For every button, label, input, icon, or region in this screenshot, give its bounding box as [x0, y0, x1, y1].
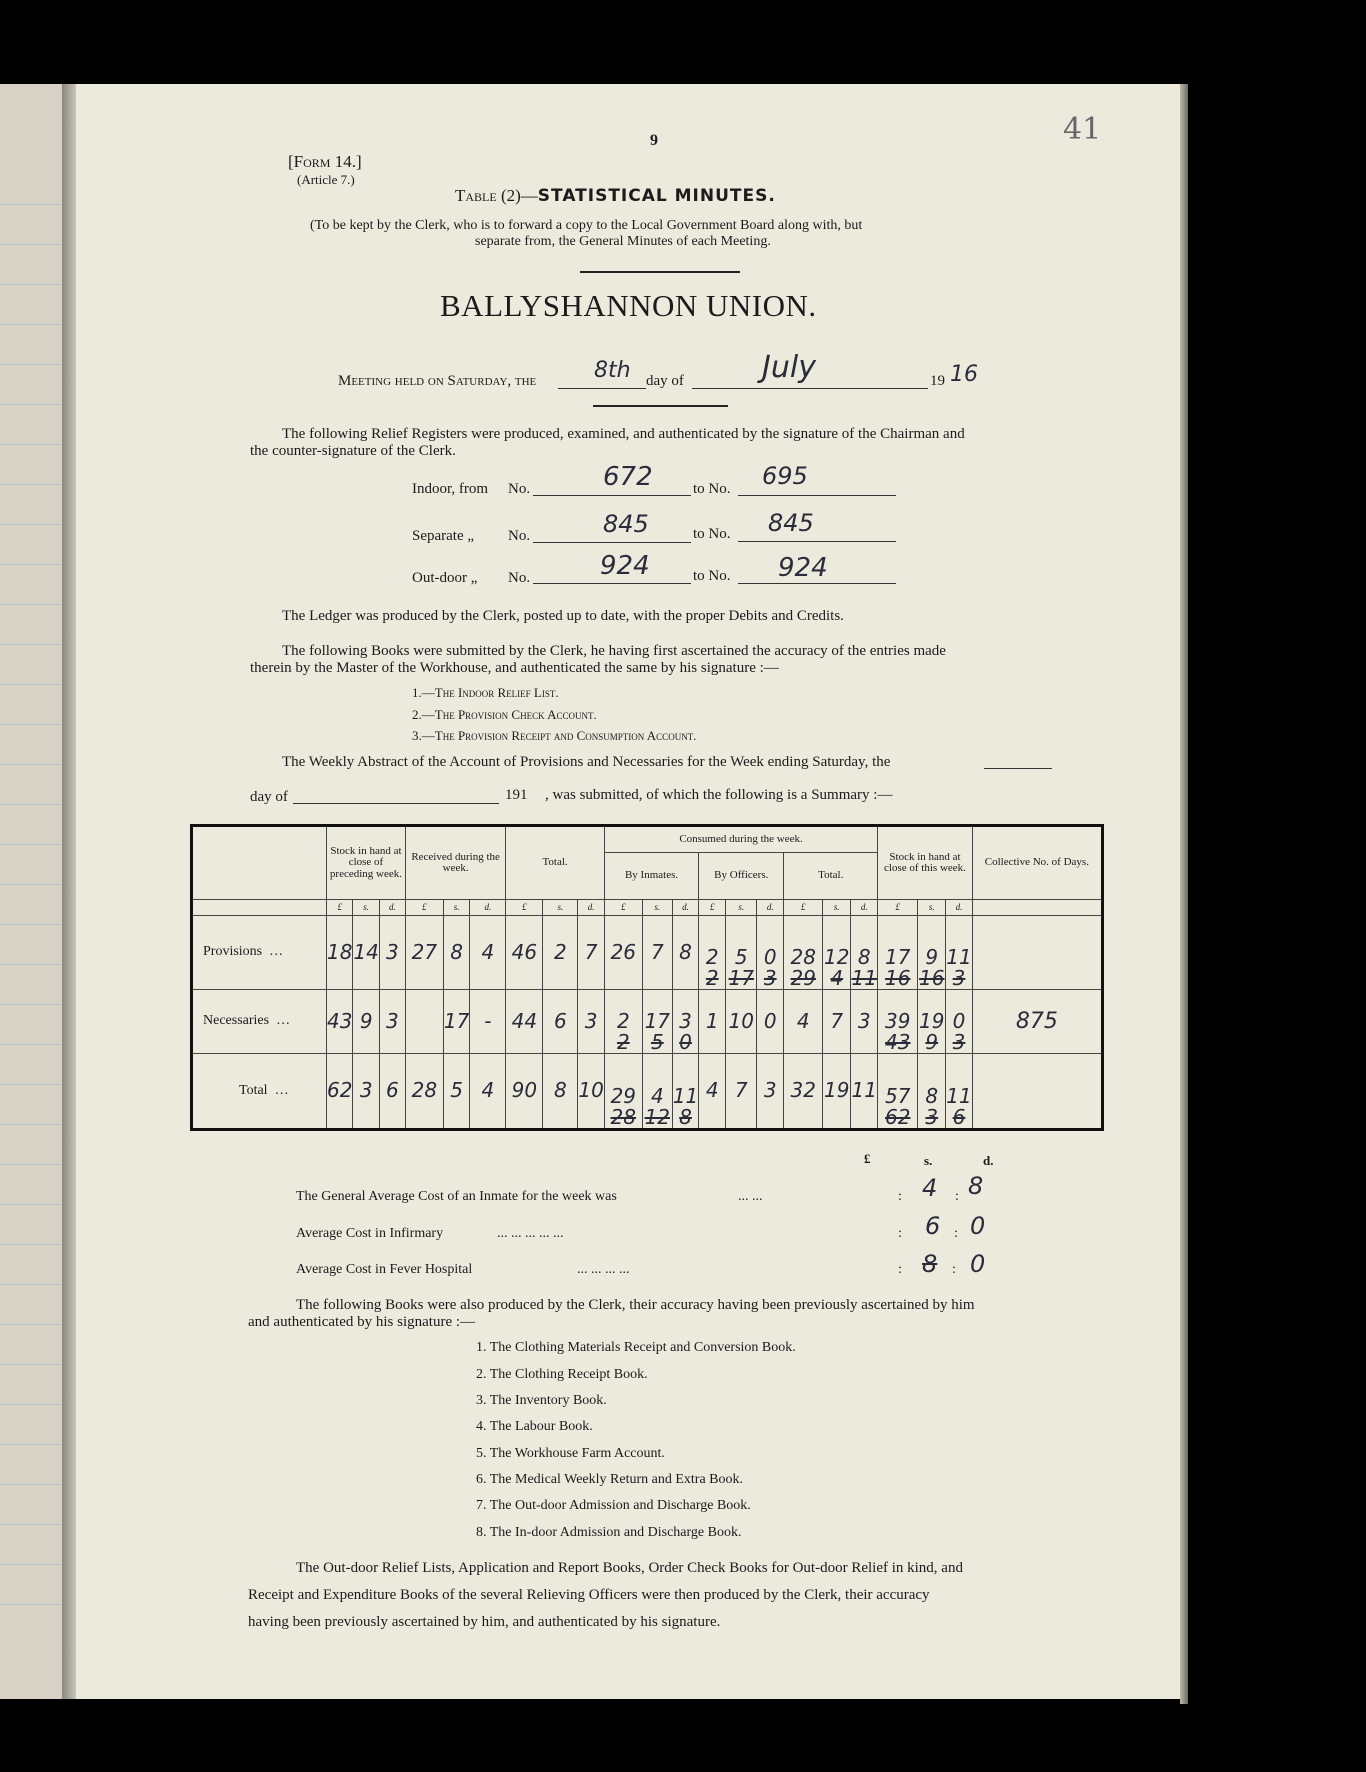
cell-corrected: 11 6 — [946, 1053, 972, 1129]
money-header: £ — [506, 900, 543, 915]
avg-currency-pence: d. — [983, 1153, 994, 1168]
registers-intro-2: the counter-signature of the Clerk. — [250, 443, 456, 459]
row-label: Total … — [192, 1053, 327, 1129]
cell-corrected: 8 11 — [851, 915, 878, 989]
avg-infirmary-sep2: : — [954, 1226, 958, 1241]
cell: 27 — [405, 915, 443, 989]
meeting-day-of: day of — [646, 373, 684, 389]
row-label: Provisions … — [192, 915, 327, 989]
cell-corrected: 2 2 — [699, 915, 726, 989]
table-row-necessaries — [192, 989, 1103, 1053]
money-header: d. — [851, 900, 878, 915]
cell-corrected: 28 29 — [784, 915, 823, 989]
register-outdoor-label: Out-door „ — [412, 570, 478, 586]
avg-fever-sep2: : — [952, 1262, 956, 1277]
cell: 8 — [543, 1053, 578, 1129]
also-item-8: 8. The In-door Admission and Discharge Book. — [476, 1525, 742, 1540]
cell-corrected: 17 5 — [642, 989, 672, 1053]
weekly-abstract-suffix: , was submitted, of which the following is a Summary :— — [545, 787, 893, 803]
cell: 3 — [379, 915, 405, 989]
avg-infirmary-shillings: 6 — [925, 1212, 941, 1240]
money-blank — [972, 900, 1102, 915]
cell: 17 — [443, 989, 469, 1053]
cell: 3 — [851, 989, 878, 1053]
form-article: (Article 7.) — [297, 172, 355, 187]
weekly-abstract-1: The Weekly Abstract of the Account of Provisions and Necessaries for the Week ending Saturday, the — [282, 754, 891, 770]
books-item-2: 2.—The Provision Check Account. — [412, 707, 597, 722]
header-by-officers: By Officers. — [699, 852, 784, 899]
cell: 7 — [578, 915, 604, 989]
meeting-year-prefix: 19 — [930, 373, 945, 389]
cell: 11 — [851, 1053, 878, 1129]
cell: 4 — [699, 1053, 726, 1129]
cell-corrected: 3 0 — [672, 989, 698, 1053]
form-label: [Form 14.] — [288, 152, 362, 171]
meeting-label — [338, 373, 536, 390]
money-header: d. — [946, 900, 972, 915]
cell-corrected: 8 3 — [918, 1053, 946, 1129]
cell-corrected: 17 16 — [878, 915, 918, 989]
cell-corrected: 2 2 — [604, 989, 642, 1053]
also-item-6: 6. The Medical Weekly Return and Extra Book. — [476, 1472, 744, 1487]
cell: 44 — [506, 989, 543, 1053]
cell: 32 — [784, 1053, 823, 1129]
cell: 19 — [823, 1053, 851, 1129]
money-header: s. — [543, 900, 578, 915]
register-separate-to: 845 — [768, 509, 814, 537]
table-corner — [192, 826, 327, 900]
avg-fever-sep: : — [898, 1262, 902, 1277]
also-item-1: 1. The Clothing Materials Receipt and Conversion Book. — [476, 1340, 796, 1355]
books-intro-2: therein by the Master of the Workhouse, and authenticated the same by his signature :— — [250, 660, 779, 676]
closing-line-2: Receipt and Expenditure Books of the several Relieving Officers were then produced by the Clerk, their accuracy — [248, 1587, 930, 1603]
register-outdoor-from: 924 — [600, 551, 650, 581]
avg-inmate-pence: 8 — [968, 1172, 984, 1200]
avg-fever-shillings: 8 — [922, 1250, 938, 1278]
weekly-abstract-day-of: day of — [250, 789, 288, 805]
avg-inmate-dots: ... ... — [738, 1189, 763, 1204]
collective-days: 875 — [972, 989, 1102, 1053]
avg-infirmary-dots: ... ... ... ... ... — [497, 1226, 564, 1241]
cell: 8 — [672, 915, 698, 989]
table-title — [455, 186, 776, 206]
also-item-7: 7. The Out-door Admission and Discharge Book. — [476, 1498, 751, 1513]
cell: 46 — [506, 915, 543, 989]
book-gutter — [62, 84, 76, 1699]
cell-corrected: 57 62 — [878, 1053, 918, 1129]
ledger-text: The Ledger was produced by the Clerk, posted up to date, with the proper Debits and Credits. — [282, 608, 844, 624]
header-received: Received during the week. — [405, 826, 505, 900]
money-header: £ — [405, 900, 443, 915]
cell: 3 — [353, 1053, 379, 1129]
avg-infirmary-sep: : — [898, 1226, 902, 1241]
register-indoor-label: Indoor, from — [412, 481, 489, 497]
also-produced-1: The following Books were also produced by the Clerk, their accuracy having been previously ascertained by him — [296, 1297, 975, 1313]
cell-corrected: 19 9 — [918, 989, 946, 1053]
cell: 0 — [757, 989, 784, 1053]
avg-fever-label: Average Cost in Fever Hospital — [296, 1262, 473, 1277]
money-header: s. — [726, 900, 757, 915]
money-header: £ — [878, 900, 918, 915]
cell: 1 — [699, 989, 726, 1053]
cell: 4 — [784, 989, 823, 1053]
money-header: £ — [327, 900, 353, 915]
avg-inmate-label: The General Average Cost of an Inmate for the week was — [296, 1189, 617, 1204]
also-item-5: 5. The Workhouse Farm Account. — [476, 1446, 665, 1461]
cell: 4 — [470, 1053, 506, 1129]
table-title-prefix: Table (2)— — [455, 186, 538, 205]
header-by-inmates: By Inmates. — [604, 852, 698, 899]
register-indoor-no: No. — [508, 481, 531, 497]
cell: 9 — [353, 989, 379, 1053]
cell-corrected: 4 12 — [642, 1053, 672, 1129]
cell-corrected: 29 28 — [604, 1053, 642, 1129]
also-item-2: 2. The Clothing Receipt Book. — [476, 1367, 648, 1382]
books-item-3: 3.—The Provision Receipt and Consumption Account. — [412, 728, 697, 743]
instruction-line-2: separate from, the General Minutes of each Meeting. — [475, 234, 771, 249]
register-outdoor-to-label: to No. — [693, 568, 731, 584]
table-row-provisions — [192, 915, 1103, 989]
cell-corrected: 0 3 — [757, 915, 784, 989]
header-stock-close: Stock in hand at close of this week. — [878, 826, 972, 900]
rule — [580, 271, 740, 273]
money-header: £ — [784, 900, 823, 915]
avg-inmate-sep: : — [898, 1189, 902, 1204]
avg-fever-dots: ... ... ... ... — [577, 1262, 630, 1277]
avg-infirmary-label: Average Cost in Infirmary — [296, 1226, 444, 1241]
closing-line-1: The Out-door Relief Lists, Application and Report Books, Order Check Books for Out-door Relief in kind, and — [296, 1560, 963, 1576]
meeting-label-text: Meeting held on Saturday, the — [338, 373, 537, 389]
also-item-4: 4. The Labour Book. — [476, 1419, 593, 1434]
weekly-abstract-year: 191 — [505, 787, 528, 803]
register-separate-to-label: to No. — [693, 526, 731, 542]
avg-inmate-sep2: : — [955, 1189, 959, 1204]
cell: 14 — [353, 915, 379, 989]
money-header: d. — [757, 900, 784, 915]
cell-corrected: 11 3 — [946, 915, 972, 989]
money-header: s. — [823, 900, 851, 915]
money-header: s. — [443, 900, 469, 915]
cell: 3 — [757, 1053, 784, 1129]
cell: - — [470, 989, 506, 1053]
header-stock-prev: Stock in hand at close of preceding week. — [327, 826, 406, 900]
cell: 10 — [578, 1053, 604, 1129]
cell-corrected: 5 17 — [726, 915, 757, 989]
money-header: d. — [672, 900, 698, 915]
cell: 7 — [726, 1053, 757, 1129]
cell: 8 — [443, 915, 469, 989]
money-corner — [192, 900, 327, 915]
cell-corrected: 9 16 — [918, 915, 946, 989]
money-header: £ — [699, 900, 726, 915]
money-header: s. — [918, 900, 946, 915]
table-title-main: STATISTICAL MINUTES. — [537, 186, 776, 206]
row-label: Necessaries … — [192, 989, 327, 1053]
register-separate-label: Separate „ — [412, 528, 475, 544]
money-header: d. — [578, 900, 604, 915]
provisions-summary-table — [190, 824, 1104, 1131]
avg-currency-shilling: s. — [924, 1153, 933, 1168]
cell-corrected: 12 4 — [823, 915, 851, 989]
register-indoor-to: 695 — [762, 462, 808, 490]
instruction-line-1: (To be kept by the Clerk, who is to forward a copy to the Local Government Board along with, but — [310, 218, 863, 233]
cell: 7 — [642, 915, 672, 989]
cell: 90 — [506, 1053, 543, 1129]
cell: 18 — [327, 915, 353, 989]
cell — [972, 1053, 1102, 1129]
cell: 10 — [726, 989, 757, 1053]
register-separate-from: 845 — [603, 510, 649, 538]
avg-infirmary-pence: 0 — [970, 1212, 986, 1240]
cell-corrected: 11 8 — [672, 1053, 698, 1129]
cell: 6 — [379, 1053, 405, 1129]
avg-inmate-shillings: 4 — [922, 1174, 938, 1202]
also-produced-2: and authenticated by his signature :— — [248, 1314, 476, 1330]
cell: 7 — [823, 989, 851, 1053]
register-separate-no: No. — [508, 528, 531, 544]
money-header: £ — [604, 900, 642, 915]
avg-currency-pound: £ — [864, 1151, 871, 1166]
money-header: d. — [379, 900, 405, 915]
meeting-month: July — [762, 350, 816, 385]
meeting-year: 16 — [950, 362, 978, 387]
header-consumed-total: Total. — [784, 852, 878, 899]
union-name: BALLYSHANNON UNION. — [440, 288, 817, 323]
meeting-day: 8th — [594, 358, 631, 383]
cell: 26 — [604, 915, 642, 989]
registers-intro-1: The following Relief Registers were produced, examined, and authenticated by the signature of the Chairman and — [282, 426, 965, 442]
cell: 2 — [543, 915, 578, 989]
avg-fever-pence: 0 — [970, 1250, 986, 1278]
cell: 3 — [379, 989, 405, 1053]
header-consumed: Consumed during the week. — [604, 826, 877, 853]
books-item-1: 1.—The Indoor Relief List. — [412, 685, 559, 700]
cell: 62 — [327, 1053, 353, 1129]
register-outdoor-to: 924 — [778, 553, 828, 583]
cell: 6 — [543, 989, 578, 1053]
money-header: d. — [470, 900, 506, 915]
cell: 43 — [327, 989, 353, 1053]
register-outdoor-no: No. — [508, 570, 531, 586]
cell — [972, 915, 1102, 989]
cell: 5 — [443, 1053, 469, 1129]
register-indoor-to-label: to No. — [693, 481, 731, 497]
table-row-total — [192, 1053, 1103, 1129]
also-item-3: 3. The Inventory Book. — [476, 1393, 607, 1408]
header-collective: Collective No. of Days. — [972, 826, 1102, 900]
header-total: Total. — [506, 826, 604, 900]
money-header: s. — [642, 900, 672, 915]
register-indoor-from: 672 — [603, 462, 653, 492]
rule — [593, 405, 728, 407]
cell — [405, 989, 443, 1053]
cell: 3 — [578, 989, 604, 1053]
closing-line-3: having been previously ascertained by him, and authenticated by his signature. — [248, 1614, 721, 1630]
cell: 4 — [470, 915, 506, 989]
cell-corrected: 0 3 — [946, 989, 972, 1053]
books-intro-1: The following Books were submitted by the Clerk, he having first ascertained the accuracy of the entries made — [282, 643, 946, 659]
page-edge — [1180, 84, 1188, 1704]
left-page-edge — [0, 84, 62, 1699]
page-number: 41 — [1063, 112, 1102, 147]
cell: 28 — [405, 1053, 443, 1129]
money-header: s. — [353, 900, 379, 915]
printed-page-number: 9 — [650, 132, 658, 149]
cell-corrected: 39 43 — [878, 989, 918, 1053]
